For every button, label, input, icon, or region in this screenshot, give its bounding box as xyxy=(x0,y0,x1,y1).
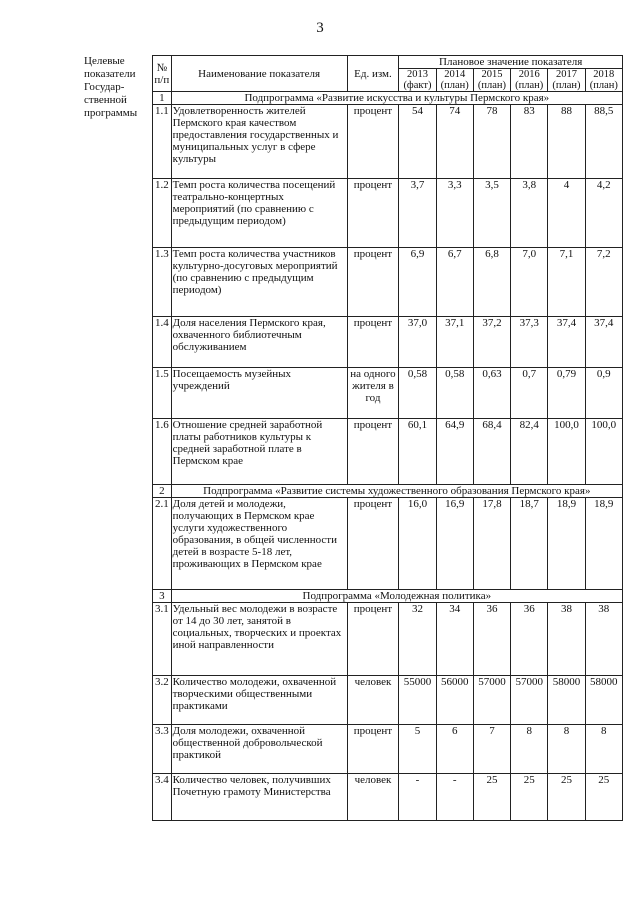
value-cell: 37,4 xyxy=(548,317,585,368)
value-cell: 4 xyxy=(548,179,585,248)
header-row xyxy=(153,56,623,69)
table-row xyxy=(153,676,623,725)
unit-cell: процент xyxy=(347,603,399,676)
value-cell: 0,9 xyxy=(585,368,622,419)
value-cell: 55000 xyxy=(399,676,436,725)
indicator-name: Удовлетворенность жителей Пермского края качеством предоставления государственных и муниципальных услуг в сфере культуры xyxy=(171,105,347,179)
indicator-name: Темп роста количества участников культурно-досуговых мероприятий (по сравнению с предыдущим периодом) xyxy=(171,248,347,317)
page-number: 3 xyxy=(316,20,324,36)
value-cell: 0,58 xyxy=(436,368,473,419)
unit-cell: на одного жителя в год xyxy=(347,368,399,419)
header-year: 2013 (факт) xyxy=(399,69,436,92)
value-cell: 32 xyxy=(399,603,436,676)
table-body xyxy=(153,92,623,821)
header-year: 2016 (план) xyxy=(511,69,548,92)
section-row xyxy=(153,485,623,498)
section-title: Подпрограмма «Развитие искусства и культуры Пермского края» xyxy=(171,92,622,105)
goal-indicators-heading: Целевые показатели Государ-ственной программы xyxy=(84,55,138,119)
indicator-name: Темп роста количества посещений театрально-концертных мероприятий (по сравнению с предыдущим периодом) xyxy=(171,179,347,248)
indicator-name: Отношение средней заработной платы работников культуры к средней заработной плате в Пермском крае xyxy=(171,419,347,485)
header-name: Наименование показателя xyxy=(171,56,347,92)
value-cell: 3,3 xyxy=(436,179,473,248)
section-number: 2 xyxy=(153,485,172,498)
value-cell: 100,0 xyxy=(548,419,585,485)
indicator-name: Удельный вес молодежи в возрасте от 14 до 30 лет, занятой в социальных, творческих и проектах иной направленности xyxy=(171,603,347,676)
value-cell: 0,58 xyxy=(399,368,436,419)
value-cell: 37,0 xyxy=(399,317,436,368)
header-num: № п/п xyxy=(153,56,172,92)
section-title: Подпрограмма «Развитие системы художественного образования Пермского края» xyxy=(171,485,622,498)
indicator-name: Доля населения Пермского края, охваченного библиотечным обслуживанием xyxy=(171,317,347,368)
section-row xyxy=(153,92,623,105)
value-cell: 100,0 xyxy=(585,419,622,485)
indicators-table xyxy=(152,55,623,821)
header-year: 2014 (план) xyxy=(436,69,473,92)
unit-cell: человек xyxy=(347,676,399,725)
section-number: 1 xyxy=(153,92,172,105)
unit-cell: процент xyxy=(347,105,399,179)
value-cell: 6,8 xyxy=(473,248,510,317)
value-cell: 3,5 xyxy=(473,179,510,248)
value-cell: 56000 xyxy=(436,676,473,725)
value-cell: 7,1 xyxy=(548,248,585,317)
header-year: 2018 (план) xyxy=(585,69,622,92)
value-cell: 37,4 xyxy=(585,317,622,368)
row-number: 1.1 xyxy=(153,105,172,179)
value-cell: 18,7 xyxy=(511,498,548,590)
value-cell: 5 xyxy=(399,725,436,774)
value-cell: 58000 xyxy=(585,676,622,725)
value-cell: 83 xyxy=(511,105,548,179)
row-number: 2.1 xyxy=(153,498,172,590)
value-cell: 88,5 xyxy=(585,105,622,179)
row-number: 1.5 xyxy=(153,368,172,419)
row-number: 3.2 xyxy=(153,676,172,725)
section-number: 3 xyxy=(153,590,172,603)
unit-cell: человек xyxy=(347,774,399,821)
unit-cell: процент xyxy=(347,248,399,317)
value-cell: 7,2 xyxy=(585,248,622,317)
value-cell: 37,1 xyxy=(436,317,473,368)
indicator-name: Доля молодежи, охваченной общественной добровольческой практикой xyxy=(171,725,347,774)
value-cell: 16,0 xyxy=(399,498,436,590)
value-cell: 8 xyxy=(585,725,622,774)
table-row xyxy=(153,419,623,485)
value-cell: 57000 xyxy=(473,676,510,725)
value-cell: 4,2 xyxy=(585,179,622,248)
value-cell: 36 xyxy=(511,603,548,676)
header-unit: Ед. изм. xyxy=(347,56,399,92)
value-cell: 34 xyxy=(436,603,473,676)
value-cell: 64,9 xyxy=(436,419,473,485)
table-row xyxy=(153,725,623,774)
header-plan-value: Плановое значение показателя xyxy=(399,56,623,69)
unit-cell: процент xyxy=(347,419,399,485)
value-cell: 60,1 xyxy=(399,419,436,485)
value-cell: 38 xyxy=(548,603,585,676)
value-cell: 8 xyxy=(511,725,548,774)
table-row xyxy=(153,105,623,179)
value-cell: 7,0 xyxy=(511,248,548,317)
value-cell: 18,9 xyxy=(585,498,622,590)
table-row xyxy=(153,317,623,368)
value-cell: 0,79 xyxy=(548,368,585,419)
value-cell: 36 xyxy=(473,603,510,676)
value-cell: 6,9 xyxy=(399,248,436,317)
value-cell: 7 xyxy=(473,725,510,774)
value-cell: 82,4 xyxy=(511,419,548,485)
value-cell: 88 xyxy=(548,105,585,179)
unit-cell: процент xyxy=(347,498,399,590)
indicator-name: Доля детей и молодежи, получающих в Пермском крае услуги художественного образования, в общей численности детей в возрасте 5-18 лет, проживающих в Пермском крае xyxy=(171,498,347,590)
value-cell: 78 xyxy=(473,105,510,179)
value-cell: 57000 xyxy=(511,676,548,725)
value-cell: 38 xyxy=(585,603,622,676)
value-cell: - xyxy=(399,774,436,821)
value-cell: 16,9 xyxy=(436,498,473,590)
unit-cell: процент xyxy=(347,317,399,368)
value-cell: 0,63 xyxy=(473,368,510,419)
row-number: 1.3 xyxy=(153,248,172,317)
value-cell: 6,7 xyxy=(436,248,473,317)
section-title: Подпрограмма «Молодежная политика» xyxy=(171,590,622,603)
value-cell: 54 xyxy=(399,105,436,179)
row-number: 1.4 xyxy=(153,317,172,368)
value-cell: - xyxy=(436,774,473,821)
value-cell: 25 xyxy=(511,774,548,821)
section-row xyxy=(153,590,623,603)
row-number: 3.1 xyxy=(153,603,172,676)
unit-cell: процент xyxy=(347,179,399,248)
row-number: 1.2 xyxy=(153,179,172,248)
table-row xyxy=(153,603,623,676)
unit-cell: процент xyxy=(347,725,399,774)
row-number: 1.6 xyxy=(153,419,172,485)
indicator-name: Посещаемость музейных учреждений xyxy=(171,368,347,419)
value-cell: 3,7 xyxy=(399,179,436,248)
table-row xyxy=(153,179,623,248)
table-row xyxy=(153,498,623,590)
value-cell: 25 xyxy=(548,774,585,821)
value-cell: 37,3 xyxy=(511,317,548,368)
value-cell: 25 xyxy=(473,774,510,821)
table-row xyxy=(153,368,623,419)
value-cell: 6 xyxy=(436,725,473,774)
value-cell: 68,4 xyxy=(473,419,510,485)
row-number: 3.3 xyxy=(153,725,172,774)
row-number: 3.4 xyxy=(153,774,172,821)
value-cell: 37,2 xyxy=(473,317,510,368)
value-cell: 25 xyxy=(585,774,622,821)
value-cell: 18,9 xyxy=(548,498,585,590)
value-cell: 0,7 xyxy=(511,368,548,419)
header-year: 2015 (план) xyxy=(473,69,510,92)
value-cell: 17,8 xyxy=(473,498,510,590)
value-cell: 8 xyxy=(548,725,585,774)
indicator-name: Количество человек, получивших Почетную грамоту Министерства xyxy=(171,774,347,821)
table-row xyxy=(153,248,623,317)
indicator-name: Количество молодежи, охваченной творческими общественными практиками xyxy=(171,676,347,725)
value-cell: 3,8 xyxy=(511,179,548,248)
value-cell: 74 xyxy=(436,105,473,179)
value-cell: 58000 xyxy=(548,676,585,725)
table-row xyxy=(153,774,623,821)
header-year: 2017 (план) xyxy=(548,69,585,92)
